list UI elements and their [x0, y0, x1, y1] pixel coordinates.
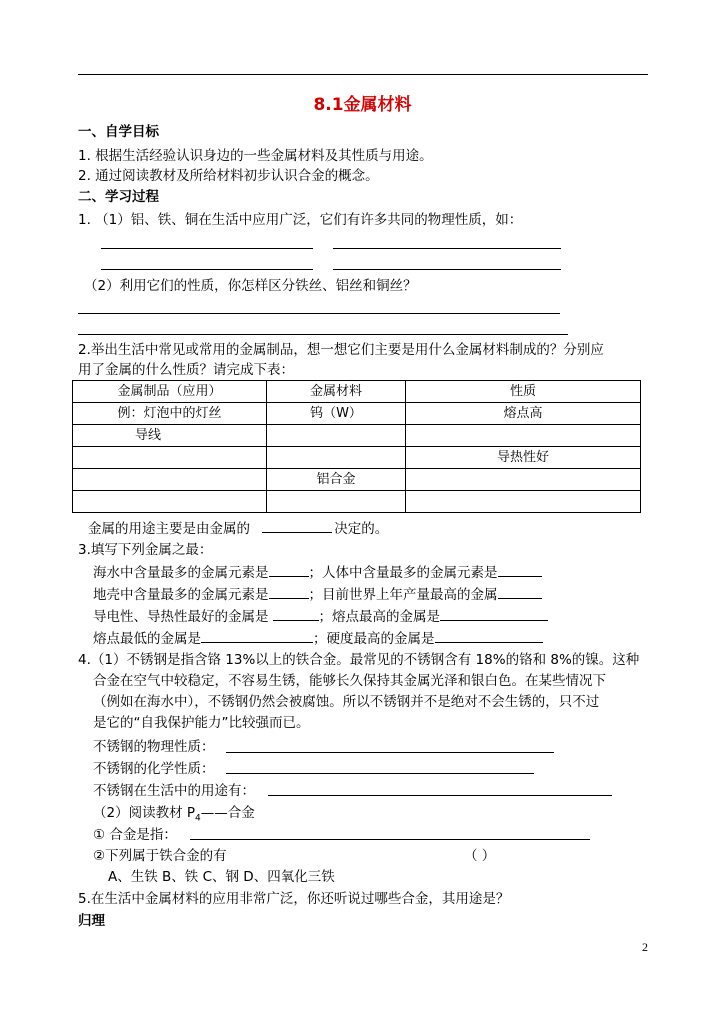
- table-row: [73, 447, 641, 469]
- q4-paragraph-line: 4.（1）不锈钢是指含铬 13%以上的铁合金。最常见的不锈钢含有 18%的铬和 8%的镍。这种: [78, 652, 640, 668]
- q3-row-1: [93, 562, 542, 583]
- table-cell[interactable]: [73, 491, 267, 513]
- q3-label: 熔点最低的金属是: [93, 631, 201, 647]
- summary-heading: 归理: [78, 913, 105, 929]
- answer-blank[interactable]: [273, 606, 319, 621]
- answer-line[interactable]: [268, 795, 612, 796]
- table-cell[interactable]: [267, 491, 406, 513]
- answer-line[interactable]: [226, 752, 554, 753]
- goal-item-1: 1. 根据生活经验认识身边的一些金属材料及其性质与用途。: [78, 148, 433, 164]
- page-subscript: 4: [195, 813, 201, 824]
- table-row: [73, 425, 641, 447]
- goal-item-2: 2. 通过阅读教材及所给材料初步认识合金的概念。: [78, 168, 379, 184]
- section1-heading: 一、自学目标: [78, 124, 159, 140]
- table-header-row: [73, 381, 641, 403]
- answer-line[interactable]: [101, 248, 313, 249]
- answer-line[interactable]: [190, 839, 590, 840]
- table-cell[interactable]: [267, 425, 406, 447]
- question-5: 5.在生活中金属材料的应用非常广泛，你还听说过哪些合金，其用途是？: [78, 891, 510, 907]
- answer-options: A、生铁 B、铁 C、钢 D、四氧化三铁: [108, 869, 335, 885]
- q4-use-label: 不锈钢在生活中的用途有：: [93, 783, 255, 799]
- table-cell[interactable]: [73, 447, 267, 469]
- answer-blank[interactable]: [498, 584, 542, 599]
- answer-blank[interactable]: [262, 518, 332, 533]
- table-cell: 导热性好: [406, 447, 641, 469]
- q3-label: 海水中含量最多的金属元素是: [93, 565, 269, 581]
- table-cell[interactable]: 导线: [73, 425, 267, 447]
- answer-blank[interactable]: [498, 562, 542, 577]
- answer-line[interactable]: [101, 269, 313, 270]
- answer-line[interactable]: [333, 269, 561, 270]
- q4-reading-text: （2）阅读教材 P: [93, 805, 196, 821]
- q3-row-2: [93, 584, 542, 605]
- question-2-line2: 用了金属的什么性质？请完成下表：: [78, 362, 294, 378]
- q3-label: ；熔点最高的金属是: [318, 609, 440, 625]
- alloy-definition-label: ① 合金是指：: [93, 827, 177, 843]
- q3-label: ；硬度最高的金属是: [313, 631, 435, 647]
- q4-reading-text: ——合金: [200, 805, 255, 821]
- table-cell: 熔点高: [406, 403, 641, 425]
- answer-blank[interactable]: [201, 628, 313, 643]
- q4-paragraph-line: （例如在海水中），不锈钢仍然会被腐蚀。所以不锈钢并不是绝对不会生锈的，只不过: [93, 694, 600, 710]
- table-header-cell: 性质: [406, 381, 641, 403]
- q4-paragraph-line: 合金在空气中较稳定，不容易生锈，能够长久保持其金属光泽和银白色。在某些情况下: [93, 673, 606, 689]
- table-row: [73, 491, 641, 513]
- table-cell: 例：灯泡中的灯丝: [73, 403, 267, 425]
- q3-label: ；人体中含量最多的金属元素是: [308, 565, 498, 581]
- q4-physical-label: 不锈钢的物理性质：: [93, 739, 215, 755]
- header-rule: [78, 74, 648, 75]
- q4-paragraph-line: 是它的“自我保护能力”比较强而已。: [93, 715, 310, 731]
- table-row: [73, 469, 641, 491]
- q3-label: ；目前世界上年产量最高的金属: [308, 587, 498, 603]
- table-cell[interactable]: [406, 469, 641, 491]
- answer-blank[interactable]: [435, 628, 543, 643]
- q4-chemical-label: 不锈钢的化学性质：: [93, 761, 215, 777]
- section2-heading: 二、学习过程: [78, 189, 159, 205]
- table-cell[interactable]: [406, 491, 641, 513]
- question-1b: （2）利用它们的性质，你怎样区分铁丝、铝丝和铜丝？: [84, 278, 417, 294]
- table-cell[interactable]: [73, 469, 267, 491]
- table-row: [73, 403, 641, 425]
- metal-products-table: [72, 380, 641, 513]
- table-cell[interactable]: [267, 447, 406, 469]
- usage-sentence: [88, 518, 388, 539]
- answer-line[interactable]: [78, 334, 568, 335]
- answer-line[interactable]: [78, 313, 560, 314]
- table-cell: 钨（W）: [267, 403, 406, 425]
- question-3-heading: 3.填写下列金属之最：: [78, 542, 213, 558]
- q3-row-3: [93, 606, 548, 627]
- q3-row-4: [93, 628, 543, 649]
- answer-blank[interactable]: [269, 562, 309, 577]
- table-header-cell: 金属材料: [267, 381, 406, 403]
- page-title: 8.1金属材料: [313, 95, 412, 115]
- table-cell: 铝合金: [267, 469, 406, 491]
- answer-parentheses[interactable]: （ ）: [464, 848, 496, 864]
- answer-line[interactable]: [333, 248, 561, 249]
- answer-line[interactable]: [226, 773, 534, 774]
- q3-label: 地壳中含量最多的金属元素是: [93, 587, 269, 603]
- table-cell[interactable]: [406, 425, 641, 447]
- q3-label: 导电性、导热性最好的金属是: [93, 609, 269, 625]
- question-2-line1: 2.举出生活中常见或常用的金属制品，想一想它们主要是用什么金属材料制成的？分别应: [78, 342, 604, 358]
- usage-text-b: 决定的。: [334, 521, 389, 537]
- usage-text-a: 金属的用途主要是由金属的: [88, 521, 250, 537]
- table-header-cell: 金属制品（应用）: [73, 381, 267, 403]
- page-number: 2: [642, 940, 648, 954]
- answer-blank[interactable]: [269, 584, 309, 599]
- answer-blank[interactable]: [440, 606, 548, 621]
- question-1a: 1. （1）铝、铁、铜在生活中应用广泛，它们有许多共同的物理性质，如：: [78, 212, 523, 228]
- iron-alloy-question: ②下列属于铁合金的有: [93, 848, 227, 864]
